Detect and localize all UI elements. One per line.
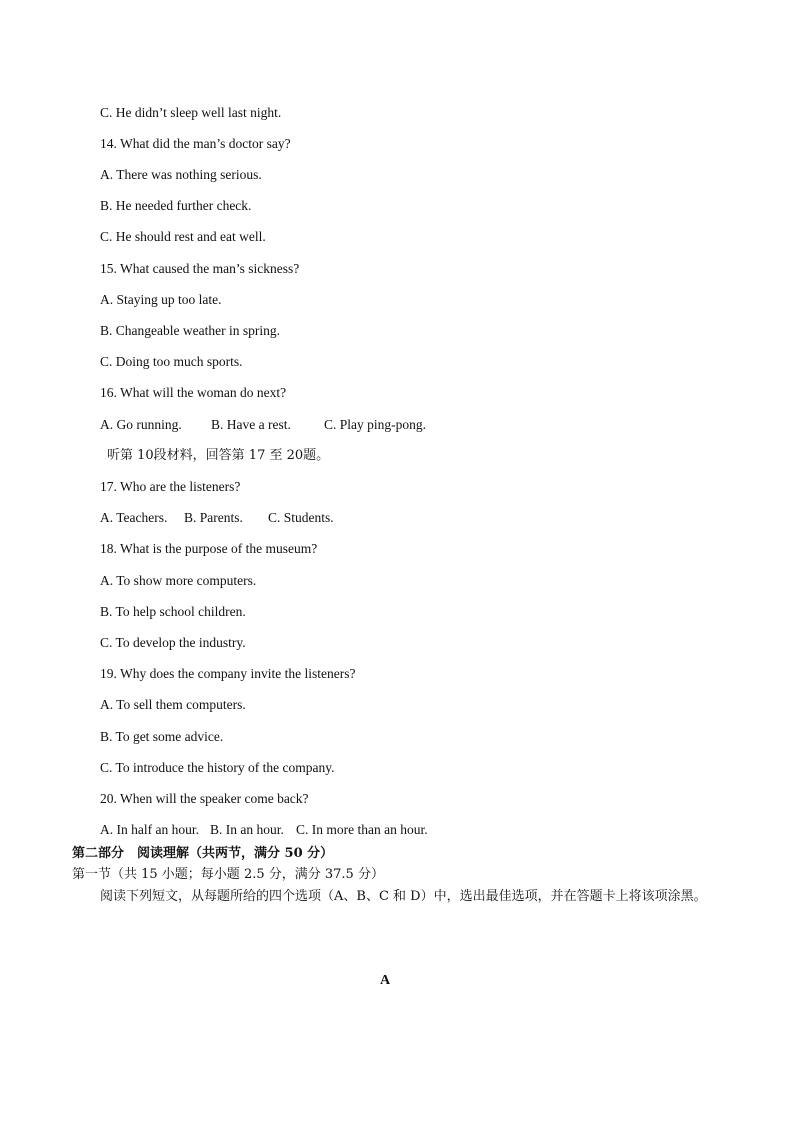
question-17: 17. Who are the listeners? [100, 479, 241, 494]
option-line: C. He didn’t sleep well last night. [100, 105, 282, 120]
option-line: B. To help school children. [100, 604, 246, 619]
question-16: 16. What will the woman do next? [100, 385, 287, 400]
option-line: A. To sell them computers. [100, 697, 246, 712]
passage-letter: A [379, 973, 391, 988]
question-17-options [100, 510, 334, 526]
option-a: A. In half an hour. [100, 822, 199, 837]
option-b: B. Parents. [184, 510, 243, 525]
option-line: C. He should rest and eat well. [100, 229, 266, 244]
option-line: C. To develop the industry. [100, 635, 246, 650]
option-a: A. Teachers. [100, 510, 168, 525]
option-line: B. Changeable weather in spring. [100, 323, 280, 338]
option-line: A. To show more computers. [100, 573, 257, 588]
option-c: C. Play ping-pong. [324, 417, 427, 432]
option-b: B. In an hour. [210, 822, 284, 837]
question-16-options [100, 417, 426, 433]
option-b: B. Have a rest. [211, 417, 291, 432]
option-line: B. To get some advice. [100, 729, 224, 744]
part-heading: 第二部分 阅读理解（共两节，满分 50 分） [72, 846, 334, 861]
question-18: 18. What is the purpose of the museum? [100, 541, 318, 556]
section-heading: 第一节（共 15 小题；每小题 2.5 分，满分 37.5 分） [72, 867, 384, 882]
option-c: C. Students. [268, 510, 334, 525]
option-line: A. Staying up too late. [100, 292, 222, 307]
question-20-options [100, 822, 428, 838]
option-line: C. To introduce the history of the company. [100, 760, 335, 775]
option-line: A. There was nothing serious. [100, 167, 262, 182]
option-line: C. Doing too much sports. [100, 354, 243, 369]
option-c: C. In more than an hour. [296, 822, 428, 837]
question-20: 20. When will the speaker come back? [100, 791, 309, 806]
instruction-paragraph: 阅读下列短文，从每题所给的四个选项（A、B、C 和 D）中，选出最佳选项，并在答题卡上将该项涂黑。 [100, 889, 707, 904]
segment-note: 听第 10段材料，回答第 17 至 20题。 [107, 448, 330, 463]
option-line: B. He needed further check. [100, 198, 252, 213]
option-a: A. Go running. [100, 417, 182, 432]
question-14: 14. What did the man’s doctor say? [100, 136, 291, 151]
question-19: 19. Why does the company invite the listeners? [100, 666, 356, 681]
question-15: 15. What caused the man’s sickness? [100, 261, 300, 276]
